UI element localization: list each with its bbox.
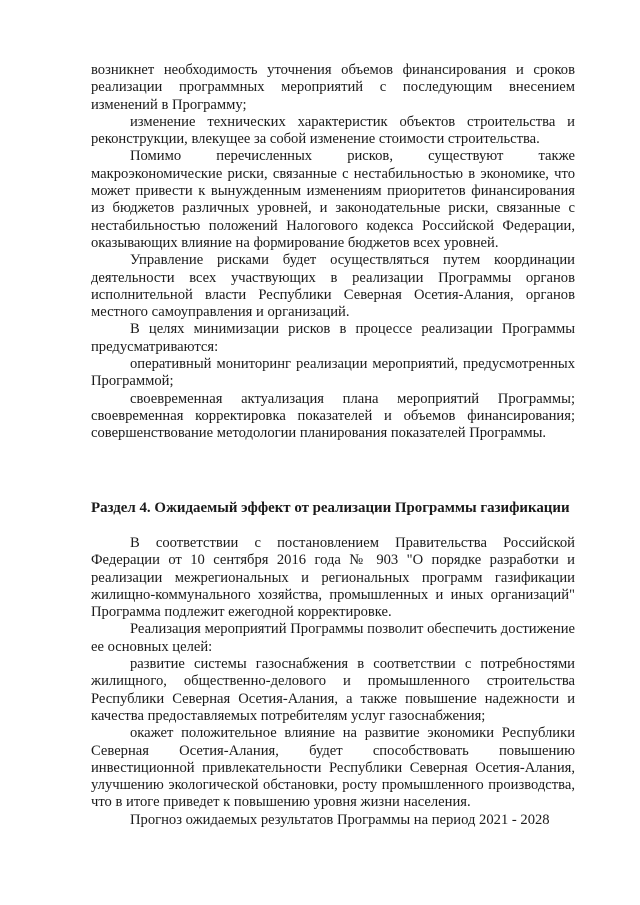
paragraph-goals-intro: Реализация мероприятий Программы позволит обеспечить достижение ее основных целей: xyxy=(91,621,575,655)
section-4-heading: Раздел 4. Ожидаемый эффект от реализации Программы газификации xyxy=(91,500,570,516)
paragraph-forecast: Прогноз ожидаемых результатов Программы на период 2021 - 2028 xyxy=(130,811,550,828)
paragraph-economic-impact: окажет положительное влияние на развитие экономики Республики Северная Осетия-Алания, будет способствовать повышению инвестиционной привлекательности Республики Северная Осетия-Алания, улучшению экологической обстановки, росту промышленного производства, что в итоге приведет к повышению уровня жизни населения. xyxy=(91,725,575,811)
paragraph-government-decree: В соответствии с постановлением Правительства Российской Федерации от 10 сентября 2016 года № 903 "О порядке разработки и реализации межрегиональных и региональных программ газификации жилищно-коммунального хозяйства, промышленных и иных организаций" Программа подлежит ежегодной корректировке. xyxy=(91,535,575,621)
paragraph-risk-management: Управление рисками будет осуществляться путем координации деятельности всех участвующих в реализации Программы органов исполнительной власти Республики Северная Осетия-Алания, органов местного самоуправления и организаций. xyxy=(91,252,575,321)
paragraph-plan-update: своевременная актуализация плана мероприятий Программы; своевременная корректировка показателей и объемов финансирования; совершенствование методологии планирования показателей Программы. xyxy=(91,390,575,442)
paragraph-financing-clarification: возникнет необходимость уточнения объемов финансирования и сроков реализации программных мероприятий с последующим внесением изменений в Программу; xyxy=(91,62,575,113)
paragraph-macroeconomic-risks: Помимо перечисленных рисков, существуют также макроэкономические риски, связанные с нестабильностью в экономике, что может привести к вынужденным изменениям приоритетов финансирования из бюджетов различных уровней, и законодательные риски, связанные с нестабильностью положений Налогового кодекса Российской Федерации, оказывающих влияние на формирование бюджетов всех уровней. xyxy=(91,148,575,251)
paragraph-monitoring: оперативный мониторинг реализации мероприятий, предусмотренных Программой; xyxy=(91,356,575,390)
paragraph-technical-changes: изменение технических характеристик объектов строительства и реконструкции, влекущее за собой изменение стоимости строительства. xyxy=(91,113,575,148)
paragraph-gas-supply-development: развитие системы газоснабжения в соответствии с потребностями жилищного, общественно-делового и промышленного строительства Республики Северная Осетия-Алания, а также повышение надежности и качества предоставляемых потребителям услуг газоснабжения; xyxy=(91,656,575,724)
expected-effect-text-block xyxy=(91,535,575,829)
paragraph-risk-minimization-intro: В целях минимизации рисков в процессе реализации Программы предусматриваются: xyxy=(91,321,575,355)
risks-text-block xyxy=(91,62,575,443)
